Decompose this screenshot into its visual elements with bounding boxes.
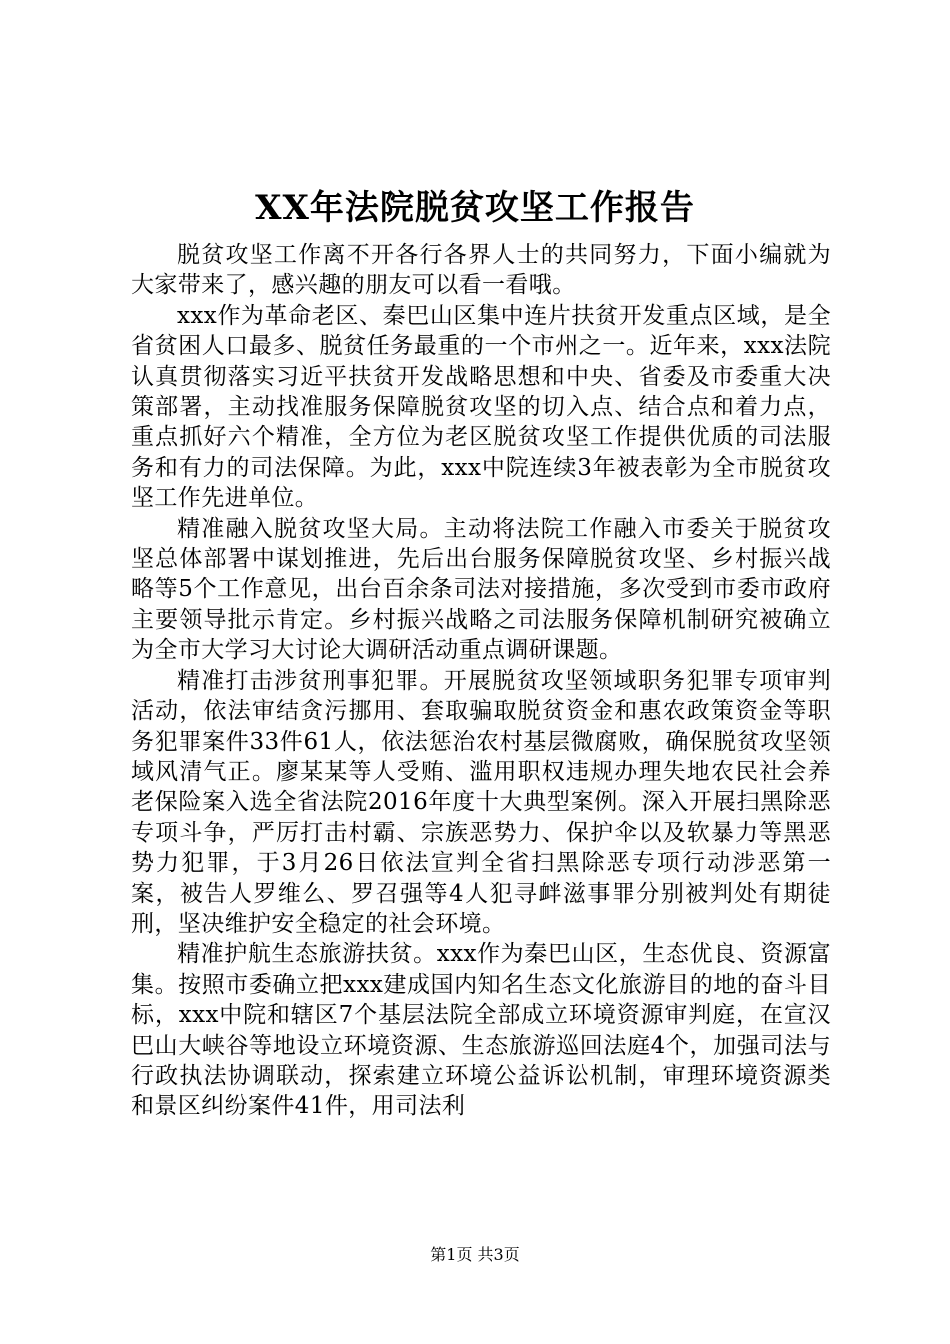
page-footer: 第1页 共3页 [430, 1245, 520, 1264]
paragraph-eco-tourism: 精准护航生态旅游扶贫。xxx作为秦巴山区，生态优良、资源富集。按照市委确立把xxx建成国内知名生态文化旅游目的地的奋斗目标，xxx中院和辖区7个基层法院全部成立环境资源审判庭，在宣汉巴山大峡谷等地设立环境资源、生态旅游巡回法庭4个，加强司法与行政执法协调联动，探索建立环境公益诉讼机制，审理环境资源类和景区纠纷案件41件，用司法利 [131, 941, 831, 1120]
document-title: XX年法院脱贫攻坚工作报告 [255, 188, 695, 228]
paragraph-background: xxx作为革命老区、秦巴山区集中连片扶贫开发重点区域，是全省贫困人口最多、脱贫任务最重的一个市州之一。近年来，xxx法院认真贯彻落实习近平扶贫开发战略思想和中央、省委及市委重大决策部署，主动找准服务保障脱贫攻坚的切入点、结合点和着力点，重点抓好六个精准，全方位为老区脱贫攻坚工作提供优质的司法服务和有力的司法保障。为此，xxx中院连续3年被表彰为全市脱贫攻坚工作先进单位。 [131, 302, 831, 512]
paragraph-integration: 精准融入脱贫攻坚大局。主动将法院工作融入市委关于脱贫攻坚总体部署中谋划推进，先后出台服务保障脱贫攻坚、乡村振兴战略等5个工作意见，出台百余条司法对接措施，多次受到市委市政府主要领导批示肯定。乡村振兴战略之司法服务保障机制研究被确立为全市大学习大讨论大调研活动重点调研课题。 [131, 515, 831, 664]
document-body [131, 240, 831, 1122]
paragraph-intro: 脱贫攻坚工作离不开各行各界人士的共同努力，下面小编就为大家带来了，感兴趣的朋友可以看一看哦。 [131, 242, 831, 299]
paragraph-crime-crackdown: 精准打击涉贫刑事犯罪。开展脱贫攻坚领域职务犯罪专项审判活动，依法审结贪污挪用、套取骗取脱贫资金和惠农政策资金等职务犯罪案件33件61人，依法惩治农村基层微腐败，确保脱贫攻坚领域风清气正。廖某某等人受贿、滥用职权违规办理失地农民社会养老保险案入选全省法院2016年度十大典型案例。深入开展扫黑除恶专项斗争，严厉打击村霸、宗族恶势力、保护伞以及软暴力等黑恶势力犯罪，于3月26日依法宣判全省扫黑除恶专项行动涉恶第一案，被告人罗维么、罗召强等4人犯寻衅滋事罪分别被判处有期徒刑，坚决维护安全稳定的社会环境。 [131, 667, 831, 937]
